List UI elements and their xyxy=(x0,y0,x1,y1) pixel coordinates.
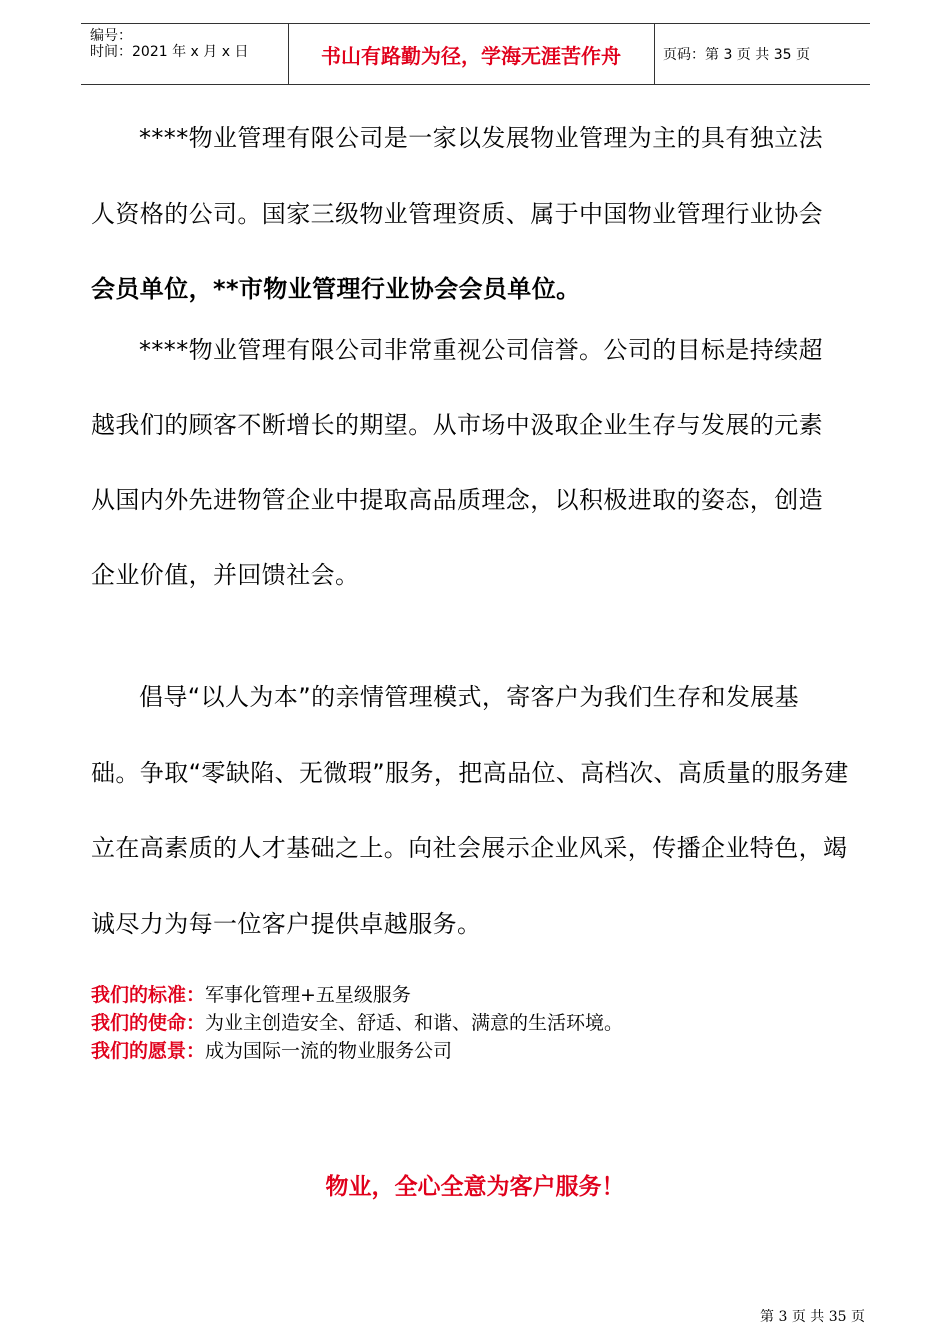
paragraph-line: ****物业管理有限公司非常重视公司信誉。公司的目标是持续超 xyxy=(139,336,823,364)
page-label: 页码：第 3 页 共 35 页 xyxy=(663,47,810,63)
number-label: 编号： xyxy=(90,28,132,44)
vision-key: 我们的愿景： xyxy=(91,1040,206,1062)
time-label: 时间：2021 年 x 月 x 日 xyxy=(90,44,249,60)
paragraph-line: ****物业管理有限公司是一家以发展物业管理为主的具有独立法 xyxy=(139,124,823,152)
info-mission xyxy=(91,1011,623,1035)
info-vision xyxy=(91,1039,452,1063)
page-header xyxy=(81,23,870,85)
vision-value: 成为国际一流的物业服务公司 xyxy=(205,1040,453,1062)
standard-value: 军事化管理+五星级服务 xyxy=(205,984,411,1006)
mission-key: 我们的使命： xyxy=(91,1012,206,1034)
paragraph-line: 企业价值，并回馈社会。 xyxy=(91,561,360,589)
paragraph-line: 立在高素质的人才基础之上。向社会展示企业风采，传播企业特色，竭 xyxy=(91,834,848,862)
paragraph-line: 越我们的顾客不断增长的期望。从市场中汲取企业生存与发展的元素 xyxy=(91,411,823,439)
page-footer: 第 3 页 共 35 页 xyxy=(760,1309,865,1325)
paragraph-line: 础。争取“零缺陷、无微瑕”服务，把高品位、高档次、高质量的服务建 xyxy=(91,759,849,787)
motto-text: 书山有路勤为径，学海无涯苦作舟 xyxy=(321,43,621,68)
slogan: 物业，全心全意为客户服务！ xyxy=(325,1174,625,1200)
paragraph-line: 人资格的公司。国家三级物业管理资质、属于中国物业管理行业协会 xyxy=(91,200,823,228)
header-meta xyxy=(81,24,289,84)
header-page xyxy=(654,24,870,84)
paragraph-line: 会员单位，**市物业管理行业协会会员单位。 xyxy=(91,275,581,303)
header-motto xyxy=(288,24,655,84)
paragraph-line: 从国内外先进物管企业中提取高品质理念，以积极进取的姿态，创造 xyxy=(91,486,823,514)
standard-key: 我们的标准： xyxy=(91,984,206,1006)
info-standard xyxy=(91,983,411,1007)
mission-value: 为业主创造安全、舒适、和谐、满意的生活环境。 xyxy=(205,1012,624,1034)
paragraph-line: 倡导“以人为本”的亲情管理模式，寄客户为我们生存和发展基 xyxy=(139,683,800,711)
paragraph-line: 诚尽力为每一位客户提供卓越服务。 xyxy=(91,910,482,938)
